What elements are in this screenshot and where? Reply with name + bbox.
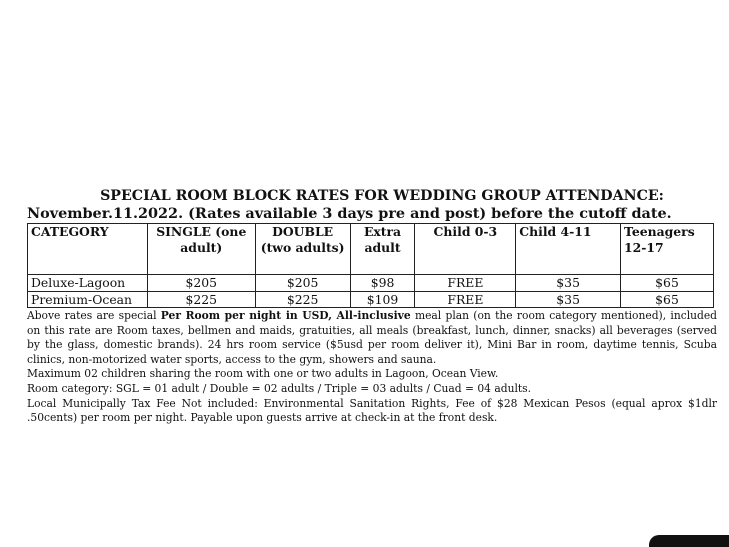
header-extra-adult: Extra adult [350, 224, 415, 275]
double-rate: $225 [255, 291, 350, 308]
teenager-rate: $65 [621, 275, 714, 292]
header-child-0-3: Child 0-3 [415, 224, 516, 275]
inclusions-note-body: meal plan (on the room category mentioned), included on this rate are Room taxes, bellmen and maids, gratuities, all meals (breakfast, lunch, dinner, snacks) all beverages (served by the glass, domestic brands). 24 hrs room service ($5usd per room deliver it), Mini Bar in room, daytime tennis, Scuba clinics, non-motorized water sports, access to the gym, showers and sauna. [27, 309, 718, 366]
children-note: Maximum 02 children sharing the room with one or two adults in Lagoon, Ocean View. [27, 367, 499, 381]
inclusions-note-lead: Above rates are special [27, 309, 161, 322]
room-category: Premium-Ocean [28, 291, 148, 308]
header-category: CATEGORY [28, 224, 148, 275]
table-row [28, 275, 714, 292]
corner-shape [649, 535, 729, 547]
child-0-3-rate: FREE [415, 275, 516, 292]
inclusions-note [27, 309, 717, 367]
document-title: SPECIAL ROOM BLOCK RATES FOR WEDDING GROUP ATTENDANCE: [100, 188, 664, 204]
single-rate: $225 [147, 291, 255, 308]
inclusions-note-emphasis: Per Room per night in USD, All-inclusive [160, 309, 411, 322]
room-category-note: Room category: SGL = 01 adult / Double = 02 adults / Triple = 03 adults / Cuad = 04 adults. [27, 381, 532, 395]
header-child-4-11: Child 4-11 [516, 224, 621, 275]
double-rate: $205 [255, 275, 350, 292]
header-teenagers: Teenagers 12-17 [621, 224, 714, 275]
extra-adult-rate: $98 [350, 275, 415, 292]
rates-document [27, 187, 717, 426]
header-single: SINGLE (one adult) [147, 224, 255, 275]
table-header-row [28, 224, 714, 275]
tax-fee-note: Local Municipally Tax Fee Not included: Environmental Sanitation Rights, Fee of $28 Mexican Pesos (equal aprox $1dlr .50cents) per room per night. Payable upon guests arrive at check-in at the front desk. [27, 396, 717, 425]
teenager-rate: $65 [621, 291, 714, 308]
room-category: Deluxe-Lagoon [28, 275, 148, 292]
extra-adult-rate: $109 [350, 291, 415, 308]
child-4-11-rate: $35 [516, 291, 621, 308]
table-row [28, 291, 714, 308]
child-4-11-rate: $35 [516, 275, 621, 292]
single-rate: $205 [147, 275, 255, 292]
rates-table [27, 223, 714, 308]
rate-notes [27, 309, 717, 426]
child-0-3-rate: FREE [415, 291, 516, 308]
header-double: DOUBLE (two adults) [255, 224, 350, 275]
document-subtitle: November.11.2022. (Rates available 3 days pre and post) before the cutoff date. [27, 205, 672, 222]
